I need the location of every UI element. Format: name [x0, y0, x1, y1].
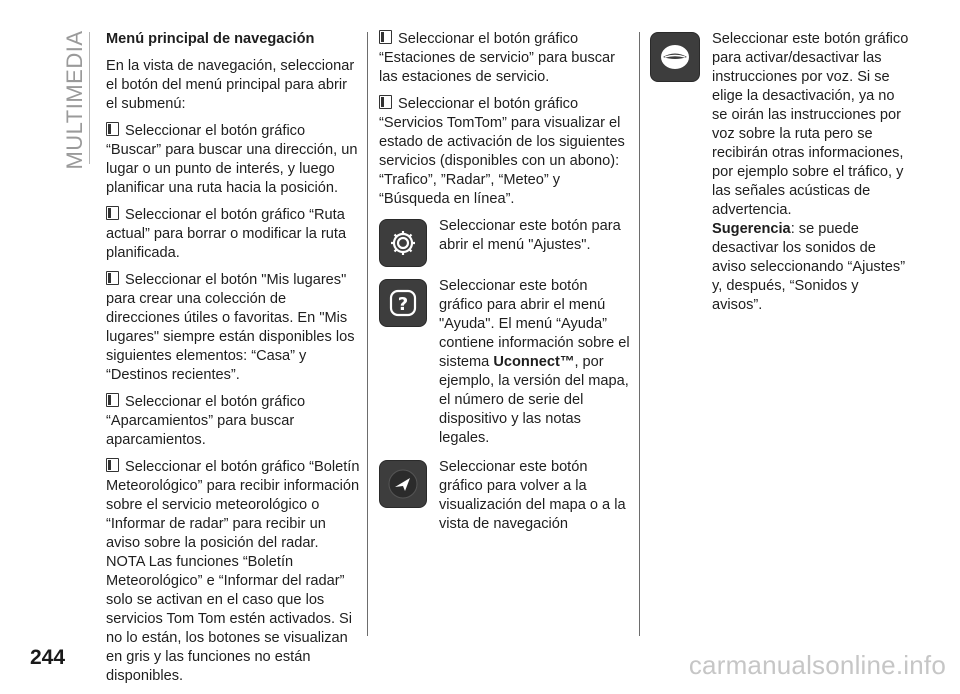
section-tab [62, 30, 90, 170]
brand-name: Uconnect™ [493, 354, 575, 370]
help-row [379, 277, 631, 448]
back-row [379, 458, 631, 534]
voice-description: Seleccionar este botón gráfico para activar/desactivar las instrucciones por voz. Si se elige la desactivación, ya no se oirán las instrucciones por voz sobre la ruta pero se recibirán otras informaciones, por ejemplo sobre el tráfico, y las señales acústicas de advertencia. [712, 31, 909, 218]
svg-text:?: ? [397, 294, 409, 315]
section-label: MULTIMEDIA [62, 30, 87, 170]
settings-row [379, 217, 631, 267]
hint-label: Sugerencia [712, 221, 791, 237]
bullet-icon [106, 206, 119, 220]
list-item: Seleccionar el botón gráfico “Ruta actual” para borrar o modificar la ruta planificada. [106, 207, 347, 261]
back-description: Seleccionar este botón gráfico para volver a la visualización del mapa o a la vista de navegación [439, 459, 626, 532]
bullet-icon [106, 458, 119, 472]
voice-row [650, 30, 912, 315]
list-item: Seleccionar el botón gráfico “Aparcamientos” para buscar aparcamientos. [106, 394, 306, 448]
speaker-lips-icon [650, 32, 700, 82]
help-icon [379, 279, 427, 327]
intro-paragraph: En la vista de navegación, seleccionar el botón del menú principal para abrir el submenú: [106, 58, 355, 112]
hint-text: : se puede desactivar los sonidos de aviso seleccionando “Ajustes” y, después, “Sonidos y avisos”. [712, 221, 906, 313]
note-paragraph: NOTA Las funciones “Boletín Meteorológico” e “Informar del radar” solo se activan en el caso que los servicios Tom Tom estén activados. Si no lo están, los botones se visualizan en gris y las funciones no están disponibles. [106, 554, 353, 684]
bullet-icon [106, 393, 119, 407]
list-item: Seleccionar el botón "Mis lugares" para crear una colección de direcciones útiles o favoritas. En "Mis lugares" siempre están disponibles los siguientes elementos: “Casa” y “Destinos recientes”. [106, 272, 355, 383]
section-divider [89, 32, 90, 164]
list-item: Seleccionar el botón gráfico “Estaciones de servicio” para buscar las estaciones de servicio. [379, 31, 616, 85]
back-arrow-icon [379, 460, 427, 508]
list-item: Seleccionar el botón gráfico “Buscar” para buscar una dirección, un lugar o un punto de interés, y luego planificar una ruta hacia la posición. [106, 123, 358, 196]
gear-icon [379, 219, 427, 267]
settings-description: Seleccionar este botón para abrir el menú "Ajustes". [439, 218, 621, 253]
bullet-icon [106, 271, 119, 285]
bullet-icon [379, 95, 392, 109]
help-description: Seleccionar este botón gráfico para abrir el menú "Ayuda". El menú “Ayuda” contiene información sobre el sistema Uconnect™, por ejemplo, la versión del mapa, el número de serie del dispositivo y las notas legales. [439, 278, 630, 446]
list-item: Seleccionar el botón gráfico “Servicios TomTom” para visualizar el estado de activación de los siguientes servicios (disponibles con un abono): “Trafico”, ”Radar”, “Meteo” y “Búsqueda en línea”. [379, 96, 625, 207]
bullet-icon [379, 30, 392, 44]
column-divider [367, 32, 368, 636]
page-number: 244 [30, 646, 66, 669]
list-item: Seleccionar el botón gráfico “Boletín Meteorológico” para recibir información sobre el servicio meteorológico o “Informar de radar” para recibir un aviso sobre la posición del radar. [106, 459, 360, 551]
watermark: carmanualsonline.info [688, 650, 946, 680]
column-divider [639, 32, 640, 636]
column-3 [650, 30, 912, 325]
bullet-icon [106, 122, 119, 136]
hint-paragraph [712, 220, 912, 315]
section-heading: Menú principal de navegación [106, 31, 315, 47]
column-1 [106, 30, 360, 694]
column-2 [379, 30, 631, 544]
